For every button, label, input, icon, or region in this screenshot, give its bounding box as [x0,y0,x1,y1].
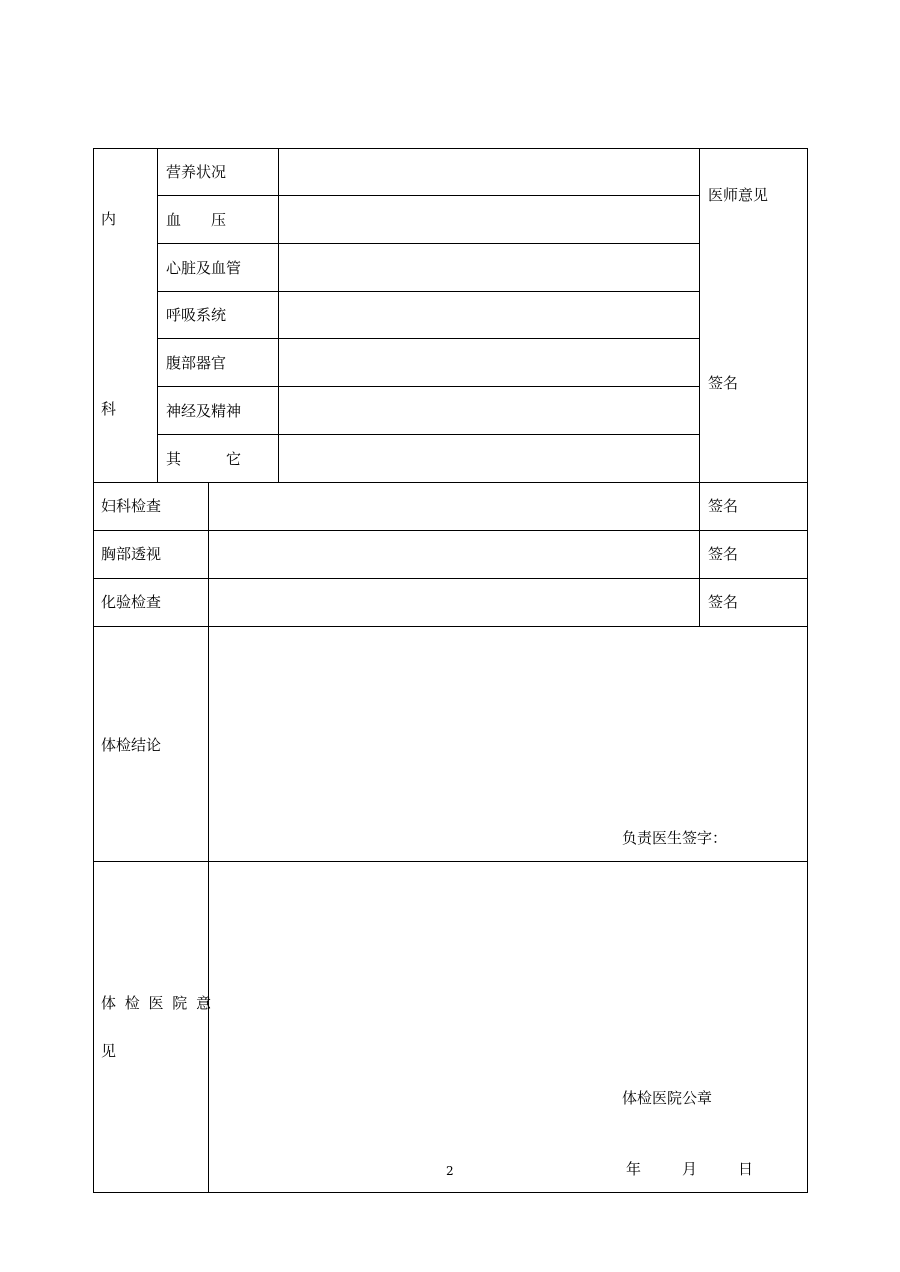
internal-row-line [157,195,700,196]
row-label-heart-vessels: 心脏及血管 [166,259,242,277]
gynecology-label: 妇科检查 [101,497,162,515]
row-label-other: 其 它 [166,450,242,468]
conclusion-label: 体检结论 [101,736,162,754]
date-year: 年 [626,1160,642,1178]
page-number: 2 [446,1164,454,1178]
internal-row-line [157,291,700,292]
doctor-opinion-label: 医师意见 [708,186,769,204]
internal-signature-label: 签名 [708,374,739,392]
internal-label-bottom: 科 [101,400,117,418]
table-border-bottom [93,1192,808,1193]
exam-col-divider [208,482,209,1193]
internal-row-line [157,386,700,387]
gynecology-signature: 签名 [708,497,739,515]
section-line [93,482,808,483]
internal-col-divider-3 [699,148,700,483]
table-border-left [93,148,94,1193]
table-border-right [807,148,808,1193]
row-label-abdominal: 腹部器官 [166,354,227,372]
internal-col-divider-2 [278,148,279,483]
date-day: 日 [738,1160,754,1178]
lab-test-label: 化验检查 [101,593,162,611]
internal-row-line [157,338,700,339]
row-label-nutrition: 营养状况 [166,163,227,181]
row-label-blood-pressure: 血 压 [166,211,227,229]
doctor-sign-label: 负责医生签字： [622,829,728,847]
hospital-opinion-label-line2: 见 [101,1042,117,1060]
section-line [93,578,808,579]
lab-test-signature: 签名 [708,593,739,611]
row-label-respiratory: 呼吸系统 [166,306,227,324]
internal-row-line [157,434,700,435]
section-line [93,626,808,627]
chest-xray-label: 胸部透视 [101,545,162,563]
date-month: 月 [682,1160,698,1178]
hospital-seal-label: 体检医院公章 [622,1089,713,1107]
exam-sign-divider [699,482,700,627]
row-label-neuro: 神经及精神 [166,402,242,420]
internal-label-top: 内 [101,210,117,228]
internal-row-line [157,243,700,244]
internal-col-divider-1 [157,148,158,483]
hospital-opinion-label-line1: 体 检 医 院 意 [101,994,214,1012]
section-line [93,861,808,862]
section-line [93,530,808,531]
table-border-top [93,148,808,149]
chest-xray-signature: 签名 [708,545,739,563]
